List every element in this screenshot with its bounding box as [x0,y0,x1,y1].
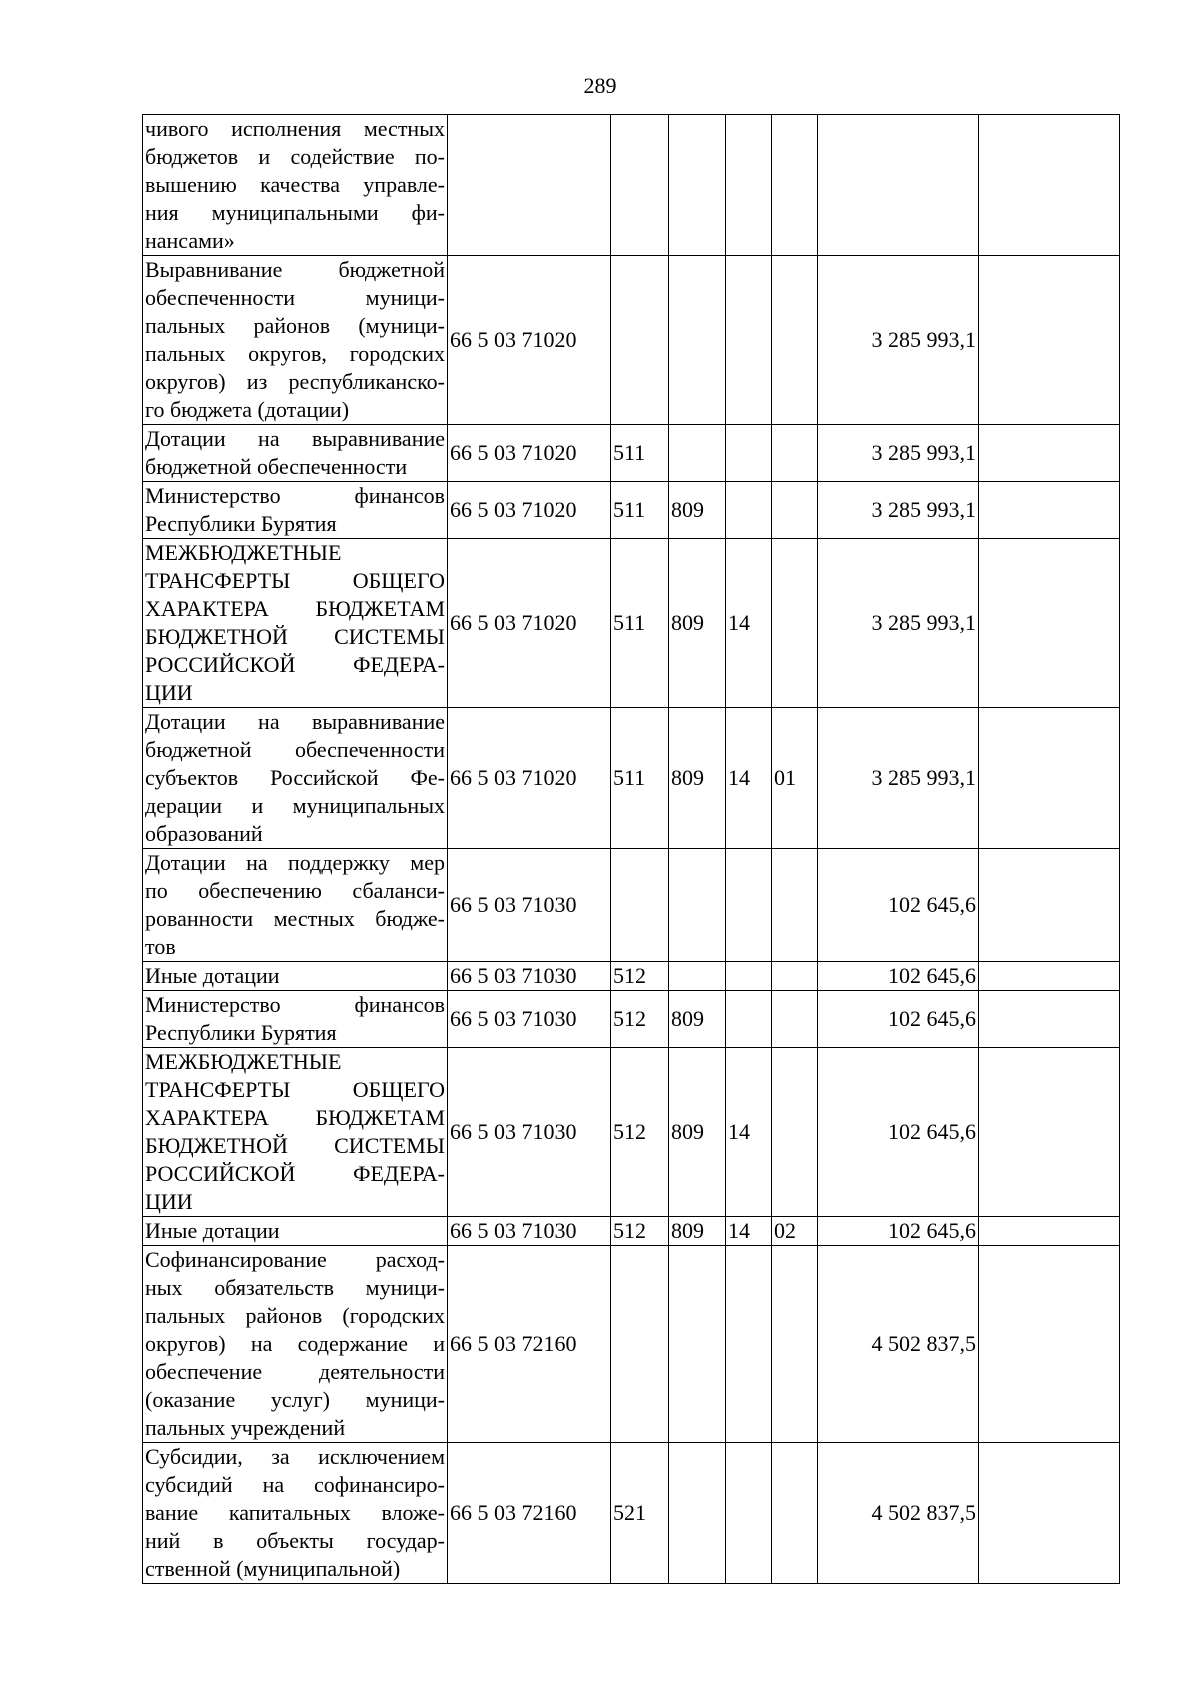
cell-subsection [772,425,818,482]
cell-subsection [772,1443,818,1584]
cell-subsection [772,115,818,256]
cell-name-line: пальных районов (городских [145,1303,445,1328]
cell-name-line: рованности местных бюдже- [145,906,445,931]
cell-name-line: Республики Бурятия [145,511,337,536]
cell-administrator [669,115,726,256]
cell-name-line: ХАРАКТЕРА БЮДЖЕТАМ [145,596,445,621]
cell-subsection [772,539,818,708]
cell-name-line: нансами» [145,228,235,253]
table-row [143,539,1120,708]
cell-name-line: ний в объекты государ- [145,1528,445,1553]
cell-target-code: 66 5 03 71020 [448,708,611,849]
cell-administrator: 809 [669,539,726,708]
cell-name-line: Дотации на поддержку мер [145,850,445,875]
cell-name-line: ния муниципальными фи- [145,200,445,225]
cell-name-line: Иные дотации [145,1218,280,1243]
cell-name-line: МЕЖБЮДЖЕТНЫЕ [145,540,342,565]
cell-amount: 3 285 993,1 [818,539,979,708]
cell-expense-type [611,849,669,962]
cell-name-line: вышению качества управле- [145,172,445,197]
cell-name [143,115,448,256]
cell-administrator: 809 [669,991,726,1048]
cell-name-line: ТРАНСФЕРТЫ ОБЩЕГО [145,1077,445,1102]
cell-amount [818,115,979,256]
cell-name-line: (оказание услуг) муници- [145,1387,445,1412]
table-row [143,708,1120,849]
cell-amount: 102 645,6 [818,1048,979,1217]
cell-administrator: 809 [669,1048,726,1217]
cell-name [143,1048,448,1217]
cell-extra [979,115,1120,256]
cell-section: 14 [726,1048,772,1217]
cell-amount: 102 645,6 [818,962,979,991]
cell-extra [979,1443,1120,1584]
cell-expense-type: 511 [611,708,669,849]
cell-target-code: 66 5 03 71020 [448,425,611,482]
cell-administrator: 809 [669,708,726,849]
cell-name-line: субсидий на софинансиро- [145,1472,445,1497]
cell-subsection [772,849,818,962]
cell-name-line: округов) из республиканско- [145,369,445,394]
cell-name-line: округов) на содержание и [145,1331,445,1356]
cell-name [143,849,448,962]
cell-expense-type [611,256,669,425]
page-number: 289 [583,73,617,98]
cell-subsection [772,962,818,991]
cell-target-code: 66 5 03 71030 [448,1217,611,1246]
cell-subsection [772,482,818,539]
cell-amount: 3 285 993,1 [818,256,979,425]
cell-name-line: Иные дотации [145,963,280,988]
cell-administrator [669,849,726,962]
cell-expense-type: 512 [611,1217,669,1246]
cell-expense-type: 511 [611,482,669,539]
cell-name-line: бюджетной обеспеченности [145,454,408,479]
cell-name-line: Выравнивание бюджетной [145,257,445,282]
cell-extra [979,256,1120,425]
cell-expense-type: 521 [611,1443,669,1584]
cell-amount: 4 502 837,5 [818,1246,979,1443]
cell-expense-type: 512 [611,1048,669,1217]
cell-extra [979,1246,1120,1443]
cell-name-line: ных обязательств муници- [145,1275,445,1300]
budget-table [142,114,1120,1584]
cell-section: 14 [726,539,772,708]
cell-target-code: 66 5 03 71020 [448,482,611,539]
table-row [143,115,1120,256]
cell-name-line: чивого исполнения местных [145,116,445,141]
cell-target-code: 66 5 03 72160 [448,1246,611,1443]
cell-section [726,1246,772,1443]
cell-name-line: ЦИИ [145,680,193,705]
cell-name [143,708,448,849]
cell-name-line: пальных округов, городских [145,341,445,366]
cell-subsection [772,1048,818,1217]
cell-section [726,256,772,425]
cell-name-line: пальных районов (муници- [145,313,445,338]
cell-amount: 3 285 993,1 [818,482,979,539]
cell-name-line: РОССИЙСКОЙ ФЕДЕРА- [145,1161,445,1186]
cell-target-code [448,115,611,256]
cell-target-code: 66 5 03 71030 [448,849,611,962]
table-row [143,1443,1120,1584]
cell-name-line: Софинансирование расход- [145,1247,445,1272]
cell-extra [979,962,1120,991]
cell-section [726,1443,772,1584]
cell-amount: 3 285 993,1 [818,708,979,849]
cell-amount: 4 502 837,5 [818,1443,979,1584]
cell-name-line: МЕЖБЮДЖЕТНЫЕ [145,1049,342,1074]
table-row [143,1217,1120,1246]
cell-extra [979,482,1120,539]
cell-section: 14 [726,1217,772,1246]
cell-name-line: дерации и муниципальных [145,793,445,818]
cell-extra [979,849,1120,962]
cell-name-line: пальных учреждений [145,1415,346,1440]
cell-name-line: ХАРАКТЕРА БЮДЖЕТАМ [145,1105,445,1130]
cell-name [143,256,448,425]
cell-section [726,962,772,991]
cell-extra [979,708,1120,849]
cell-name [143,1443,448,1584]
cell-extra [979,425,1120,482]
cell-name [143,539,448,708]
cell-subsection [772,256,818,425]
cell-expense-type: 511 [611,539,669,708]
cell-expense-type [611,1246,669,1443]
cell-name-line: обеспечение деятельности [145,1359,445,1384]
cell-name-line: Республики Бурятия [145,1020,337,1045]
table-row [143,425,1120,482]
cell-name-line: ЦИИ [145,1189,193,1214]
cell-name-line: Дотации на выравнивание [145,426,445,451]
cell-extra [979,991,1120,1048]
cell-name [143,962,448,991]
cell-administrator [669,1246,726,1443]
cell-subsection [772,991,818,1048]
cell-administrator [669,425,726,482]
cell-name [143,482,448,539]
table-row [143,962,1120,991]
cell-administrator [669,1443,726,1584]
cell-name-line: вание капитальных вложе- [145,1500,445,1525]
cell-extra [979,1048,1120,1217]
cell-name-line: ТРАНСФЕРТЫ ОБЩЕГО [145,568,445,593]
table-row [143,849,1120,962]
cell-expense-type: 512 [611,991,669,1048]
cell-name-line: го бюджета (дотации) [145,397,350,422]
cell-extra [979,1217,1120,1246]
cell-name-line: по обеспечению сбаланси- [145,878,445,903]
cell-expense-type: 511 [611,425,669,482]
cell-administrator [669,256,726,425]
cell-name-line: Министерство финансов [145,992,445,1017]
cell-amount: 102 645,6 [818,849,979,962]
table-body [143,115,1120,1584]
cell-name-line: Субсидии, за исключением [145,1444,445,1469]
cell-name-line: БЮДЖЕТНОЙ СИСТЕМЫ [145,1133,445,1158]
cell-subsection: 01 [772,708,818,849]
cell-section: 14 [726,708,772,849]
cell-section [726,425,772,482]
cell-target-code: 66 5 03 71020 [448,539,611,708]
cell-name-line: РОССИЙСКОЙ ФЕДЕРА- [145,652,445,677]
cell-target-code: 66 5 03 71030 [448,991,611,1048]
cell-expense-type: 512 [611,962,669,991]
cell-target-code: 66 5 03 71020 [448,256,611,425]
cell-amount: 102 645,6 [818,991,979,1048]
cell-name-line: тов [145,934,176,959]
cell-subsection [772,1246,818,1443]
cell-expense-type [611,115,669,256]
table-row [143,256,1120,425]
cell-name [143,1246,448,1443]
cell-extra [979,539,1120,708]
cell-administrator: 809 [669,1217,726,1246]
cell-name [143,991,448,1048]
table-row [143,1246,1120,1443]
table-row [143,1048,1120,1217]
cell-name-line: Дотации на выравнивание [145,709,445,734]
table-row [143,991,1120,1048]
cell-administrator [669,962,726,991]
cell-section [726,849,772,962]
cell-name-line: БЮДЖЕТНОЙ СИСТЕМЫ [145,624,445,649]
cell-name-line: бюджетов и содействие по- [145,144,445,169]
cell-name [143,425,448,482]
cell-name-line: субъектов Российской Фе- [145,765,445,790]
cell-amount: 3 285 993,1 [818,425,979,482]
cell-section [726,115,772,256]
cell-section [726,991,772,1048]
cell-section [726,482,772,539]
cell-name-line: обеспеченности муници- [145,285,445,310]
cell-target-code: 66 5 03 71030 [448,1048,611,1217]
cell-name-line: образований [145,821,263,846]
cell-name-line: ственной (муниципальной) [145,1556,401,1581]
cell-name-line: Министерство финансов [145,483,445,508]
table-row [143,482,1120,539]
cell-name-line: бюджетной обеспеченности [145,737,445,762]
cell-administrator: 809 [669,482,726,539]
cell-name [143,1217,448,1246]
cell-target-code: 66 5 03 71030 [448,962,611,991]
cell-subsection: 02 [772,1217,818,1246]
cell-target-code: 66 5 03 72160 [448,1443,611,1584]
cell-amount: 102 645,6 [818,1217,979,1246]
